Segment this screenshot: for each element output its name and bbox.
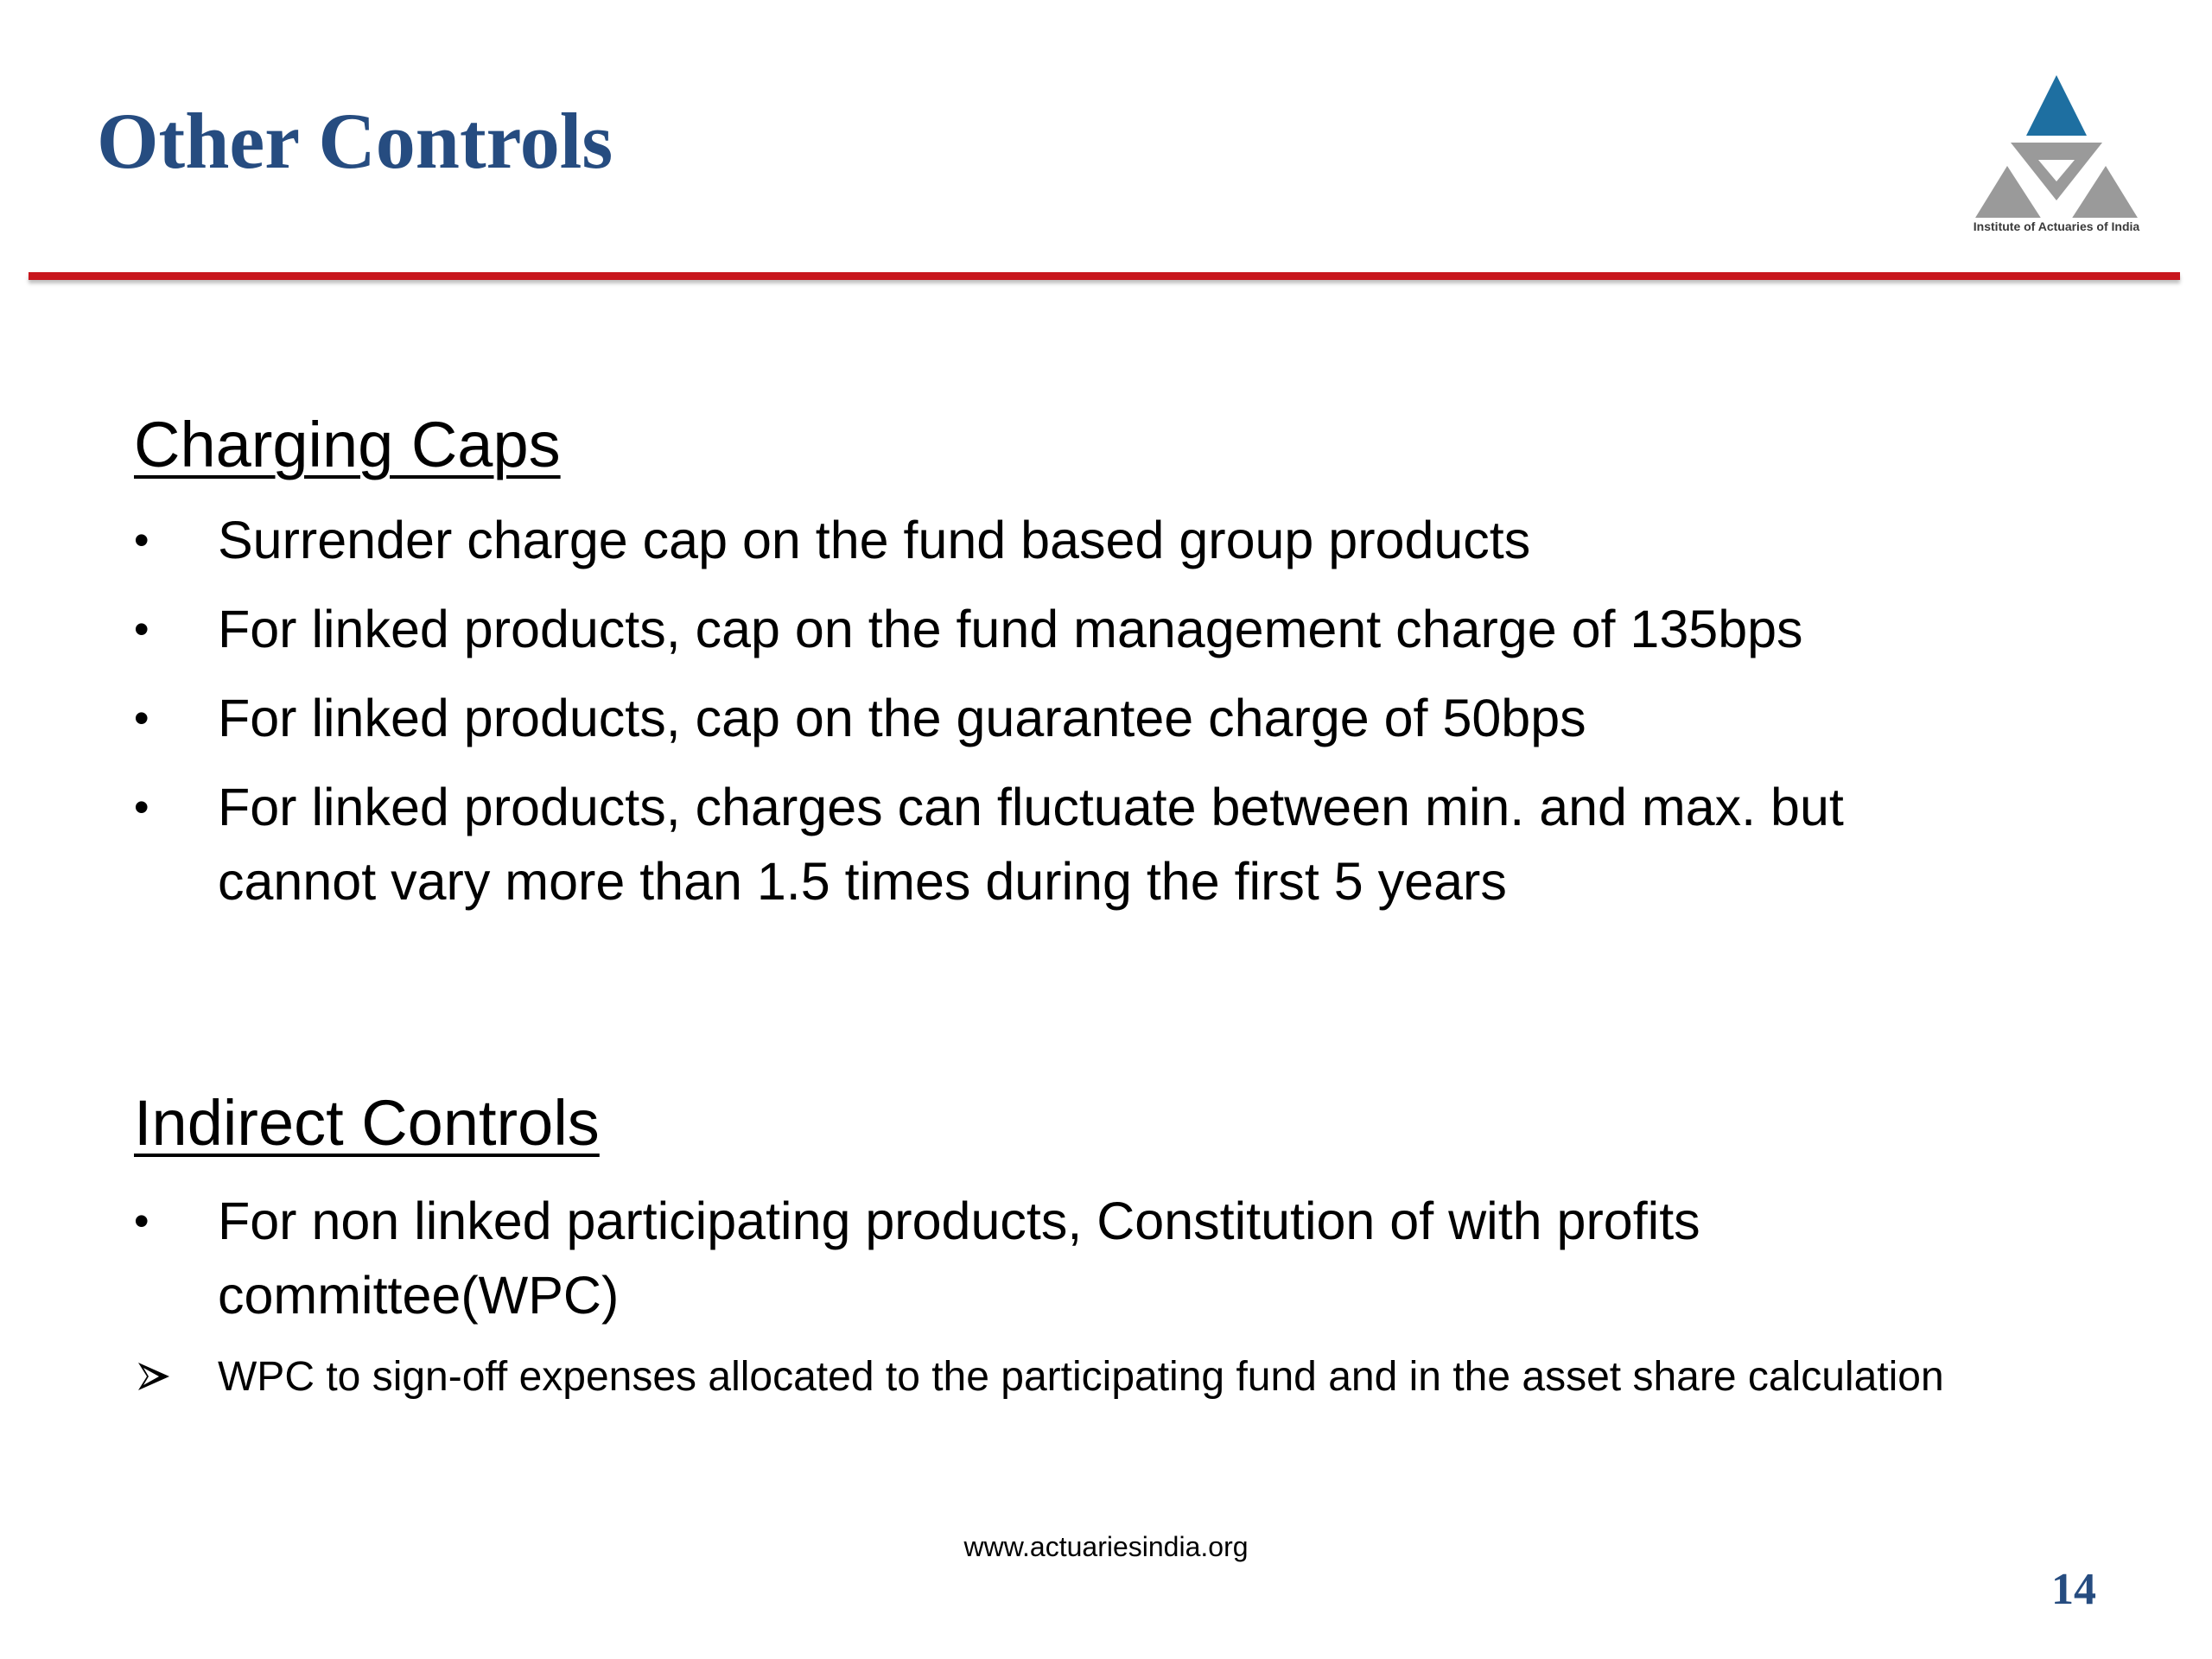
section-heading-charging-caps: Charging Caps	[134, 409, 561, 480]
sub-list-item	[0, 1347, 1989, 1408]
list-item	[0, 503, 1989, 577]
list-item-text: For linked products, cap on the guarantee charge of 50bps	[218, 689, 1586, 747]
list-item	[0, 770, 1989, 918]
slide-title: Other Controls	[97, 97, 613, 185]
page-number: 14	[2051, 1565, 2096, 1614]
bullet-icon: •	[134, 694, 149, 742]
institute-logo	[1948, 71, 2164, 244]
list-item	[0, 681, 1989, 755]
logo-caption: Institute of Actuaries of India	[1973, 219, 2140, 233]
list-item	[0, 1184, 1989, 1332]
list-item-text: For non linked participating products, Constitution of with profits committee(WPC)	[218, 1192, 1700, 1325]
bullet-icon: •	[134, 516, 149, 564]
list-item-text: For linked products, charges can fluctuate between min. and max. but cannot vary more than 1.5 times during the first 5 years	[218, 778, 1844, 911]
charging-caps-list	[0, 503, 2074, 933]
arrow-bullet-icon	[137, 1359, 171, 1394]
indirect-controls-list	[0, 1184, 2074, 1408]
list-item-text: Surrender charge cap on the fund based group products	[218, 511, 1531, 569]
bullet-icon: •	[134, 783, 149, 831]
bullet-icon: •	[134, 1197, 149, 1245]
title-divider	[29, 272, 2180, 280]
sub-list-item-text: WPC to sign-off expenses allocated to the participating fund and in the asset share calculation	[218, 1354, 1944, 1400]
logo-mark-icon	[1948, 71, 2164, 218]
section-heading-indirect-controls: Indirect Controls	[134, 1087, 600, 1159]
footer-url: www.actuariesindia.org	[963, 1531, 1249, 1562]
bullet-icon: •	[134, 605, 149, 653]
list-item	[0, 592, 1989, 666]
list-item-text: For linked products, cap on the fund management charge of 135bps	[218, 600, 1803, 658]
